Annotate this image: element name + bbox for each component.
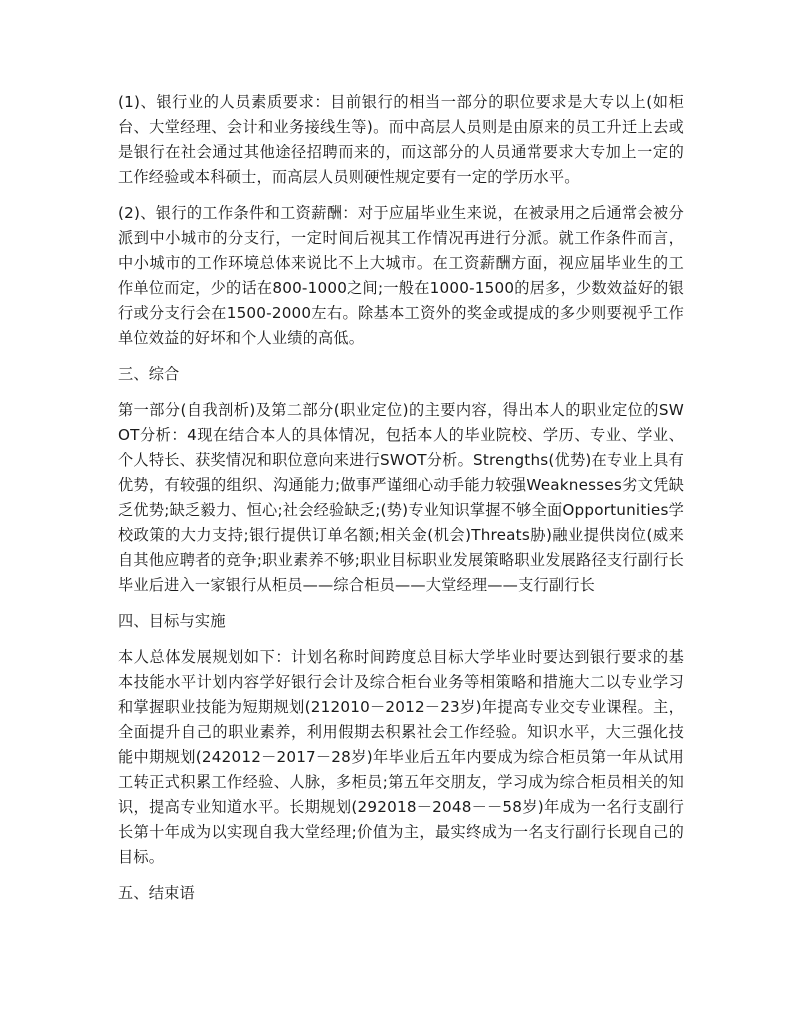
paragraph-development-plan: 本人总体发展规划如下：计划名称时间跨度总目标大学毕业时要达到银行要求的基本技能水平计划内容学好银行会计及综合柜台业务等相策略和措施大二以专业学习和掌握职业技能为短期规划(212010－2012－23岁)年提高专业交专业课程。主，全面提升自己的职业素养，利用假期去积累社会工作经验。知识水平，大三强化技能中期规划(242012－2017－28岁)年毕业后五年内要成为综合柜员第一年从试用工转正式积累工作经验、人脉，多柜员;第五年交朋友，学习成为综合柜员相关的知识，提高专业知道水平。长期规划(292018－2048－－58岁)年成为一名行支副行长第十年成为以实现自我大堂经理;价值为主，最实终成为一名支行副行长现自己的目标。 (118, 648, 684, 866)
paragraph-swot-analysis: 第一部分(自我剖析)及第二部分(职业定位)的主要内容，得出本人的职业定位的SWOT分析：4现在结合本人的具体情况，包括本人的毕业院校、学历、专业、学业、个人特长、获奖情况和职位意向来进行SWOT分析。Strengths(优势)在专业上具有优势，有较强的组织、沟通能力;做事严谨细心动手能力较强Weaknesses劣文凭缺乏优势;缺乏毅力、恒心;社会经验缺乏;(势)专业知识掌握不够全面Opportunities学校政策的大力支持;银行提供订单名额;相关金(机会)Threats胁)融业提供岗位(威来自其他应聘者的竞争;职业素养不够;职业目标职业发展策略职业发展路径支行副行长毕业后进入一家银行从柜员——综合柜员——大堂经理——支行副行长 (118, 401, 684, 594)
paragraph-staff-quality: (1)、银行业的人员素质要求：目前银行的相当一部分的职位要求是大专以上(如柜台、大堂经理、会计和业务接线生等)。而中高层人员则是由原来的员工升迁上去或是银行在社会通过其他途径招聘而来的，而这部分的人员通常要求大专加上一定的工作经验或本科硕士，而高层人员则硬性规定要有一定的学历水平。 (118, 93, 684, 186)
paragraph-work-conditions: (2)、银行的工作条件和工资薪酬：对于应届毕业生来说，在被录用之后通常会被分派到中小城市的分支行，一定时间后视其工作情况再进行分派。就工作条件而言，中小城市的工作环境总体来说比不上大城市。在工资薪酬方面，视应届毕业生的工作单位而定，少的话在800-1000之间;一般在1000-1500的居多，少数效益好的银行或分支行会在1500-2000左右。除基本工资外的奖金或提成的多少则要视乎工作单位效益的好坏和个人业绩的高低。 (118, 204, 684, 347)
section-heading-summary: 三、综合 (118, 365, 180, 383)
section-heading-goals: 四、目标与实施 (118, 612, 226, 630)
section-heading-conclusion: 五、结束语 (118, 884, 195, 902)
document-body (118, 90, 684, 917)
